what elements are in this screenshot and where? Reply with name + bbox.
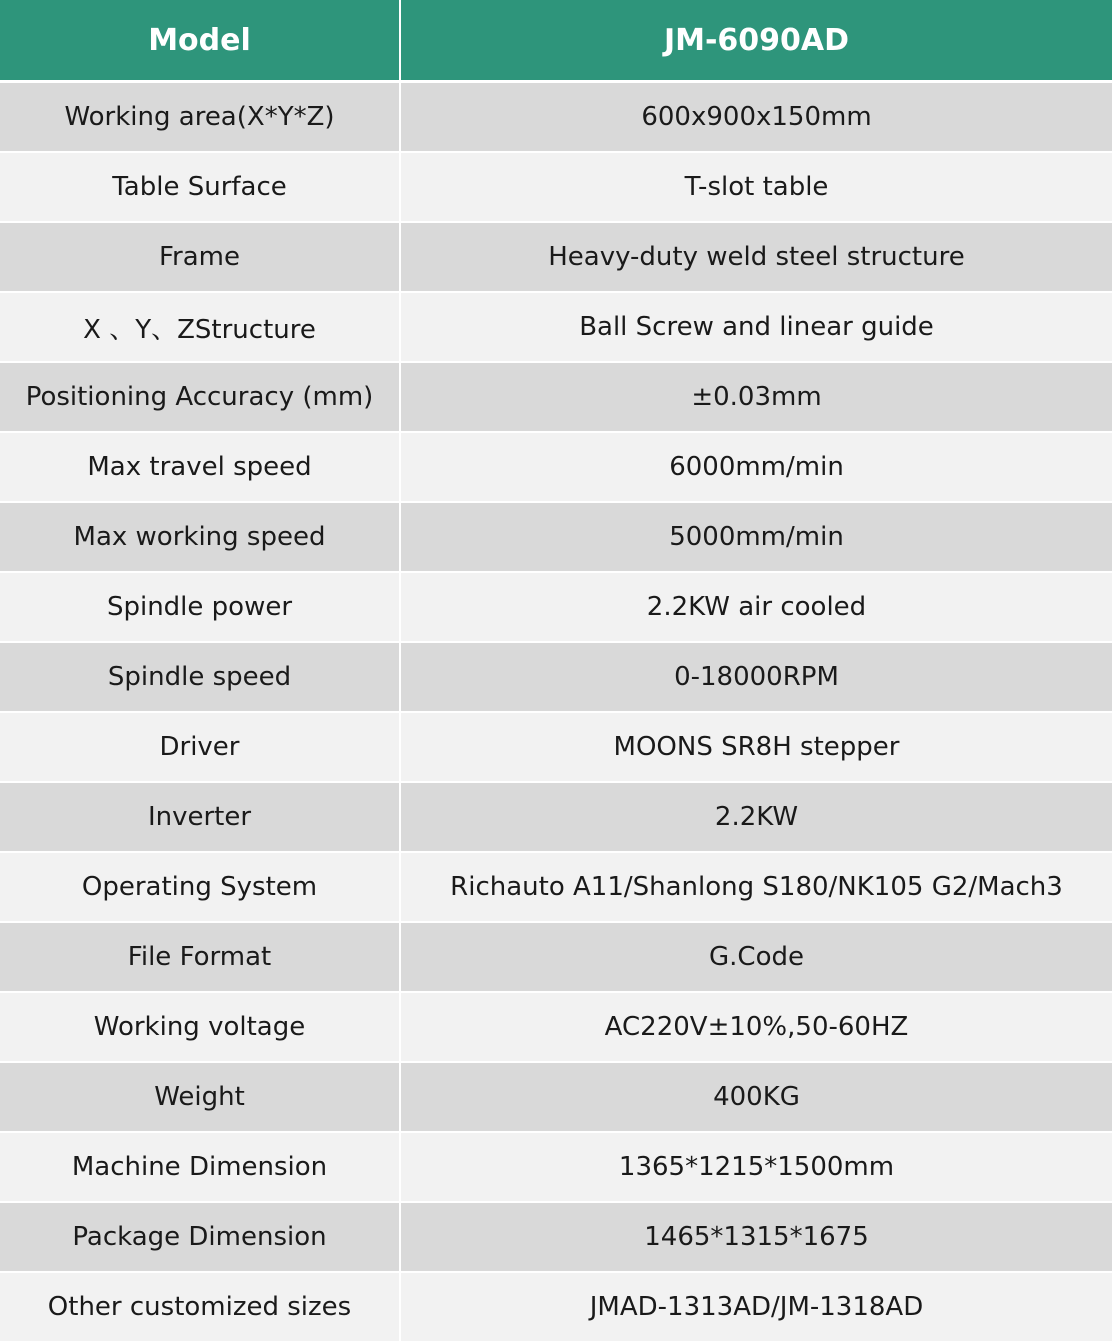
spec-value: 0-18000RPM [401, 643, 1112, 713]
spec-label: Machine Dimension [0, 1133, 401, 1203]
spec-label: Spindle power [0, 573, 401, 643]
spec-value: Richauto A11/Shanlong S180/NK105 G2/Mach3 [401, 853, 1112, 923]
spec-value: 2.2KW air cooled [401, 573, 1112, 643]
spec-value: 400KG [401, 1063, 1112, 1133]
spec-label: Other customized sizes [0, 1273, 401, 1343]
table-row [0, 1203, 1112, 1273]
spec-label: Positioning Accuracy (mm) [0, 363, 401, 433]
table-row [0, 1273, 1112, 1343]
table-row [0, 1063, 1112, 1133]
spec-value: 1465*1315*1675 [401, 1203, 1112, 1273]
table-row [0, 503, 1112, 573]
spec-label: Working voltage [0, 993, 401, 1063]
spec-label: Table Surface [0, 153, 401, 223]
table-row [0, 153, 1112, 223]
spec-label: Max travel speed [0, 433, 401, 503]
table-row [0, 573, 1112, 643]
table-row [0, 713, 1112, 783]
spec-value: ±0.03mm [401, 363, 1112, 433]
spec-label: Max working speed [0, 503, 401, 573]
spec-label: Working area(X*Y*Z) [0, 83, 401, 153]
table-row [0, 363, 1112, 433]
spec-value: Ball Screw and linear guide [401, 293, 1112, 363]
table-row [0, 223, 1112, 293]
spec-value: AC220V±10%,50-60HZ [401, 993, 1112, 1063]
spec-label: Weight [0, 1063, 401, 1133]
spec-value: T-slot table [401, 153, 1112, 223]
table-row [0, 433, 1112, 503]
spec-value: Heavy-duty weld steel structure [401, 223, 1112, 293]
spec-label: Inverter [0, 783, 401, 853]
table-row [0, 923, 1112, 993]
header-model-value: JM-6090AD [401, 0, 1112, 83]
spec-label: Spindle speed [0, 643, 401, 713]
spec-value: 1365*1215*1500mm [401, 1133, 1112, 1203]
header-row [0, 0, 1112, 83]
spec-value: 6000mm/min [401, 433, 1112, 503]
spec-value: JMAD-1313AD/JM-1318AD [401, 1273, 1112, 1343]
table-row [0, 783, 1112, 853]
spec-label: Operating System [0, 853, 401, 923]
table-row [0, 1133, 1112, 1203]
spec-value: 5000mm/min [401, 503, 1112, 573]
spec-value: MOONS SR8H stepper [401, 713, 1112, 783]
spec-label: Frame [0, 223, 401, 293]
table-row [0, 853, 1112, 923]
header-model-label: Model [0, 0, 401, 83]
spec-value: 2.2KW [401, 783, 1112, 853]
table-row [0, 83, 1112, 153]
table-row [0, 993, 1112, 1063]
spec-value: G.Code [401, 923, 1112, 993]
spec-label: Driver [0, 713, 401, 783]
spec-label: X 、Y、ZStructure [0, 293, 401, 363]
spec-label: Package Dimension [0, 1203, 401, 1273]
spec-label: File Format [0, 923, 401, 993]
spec-value: 600x900x150mm [401, 83, 1112, 153]
table-row [0, 293, 1112, 363]
table-row [0, 643, 1112, 713]
